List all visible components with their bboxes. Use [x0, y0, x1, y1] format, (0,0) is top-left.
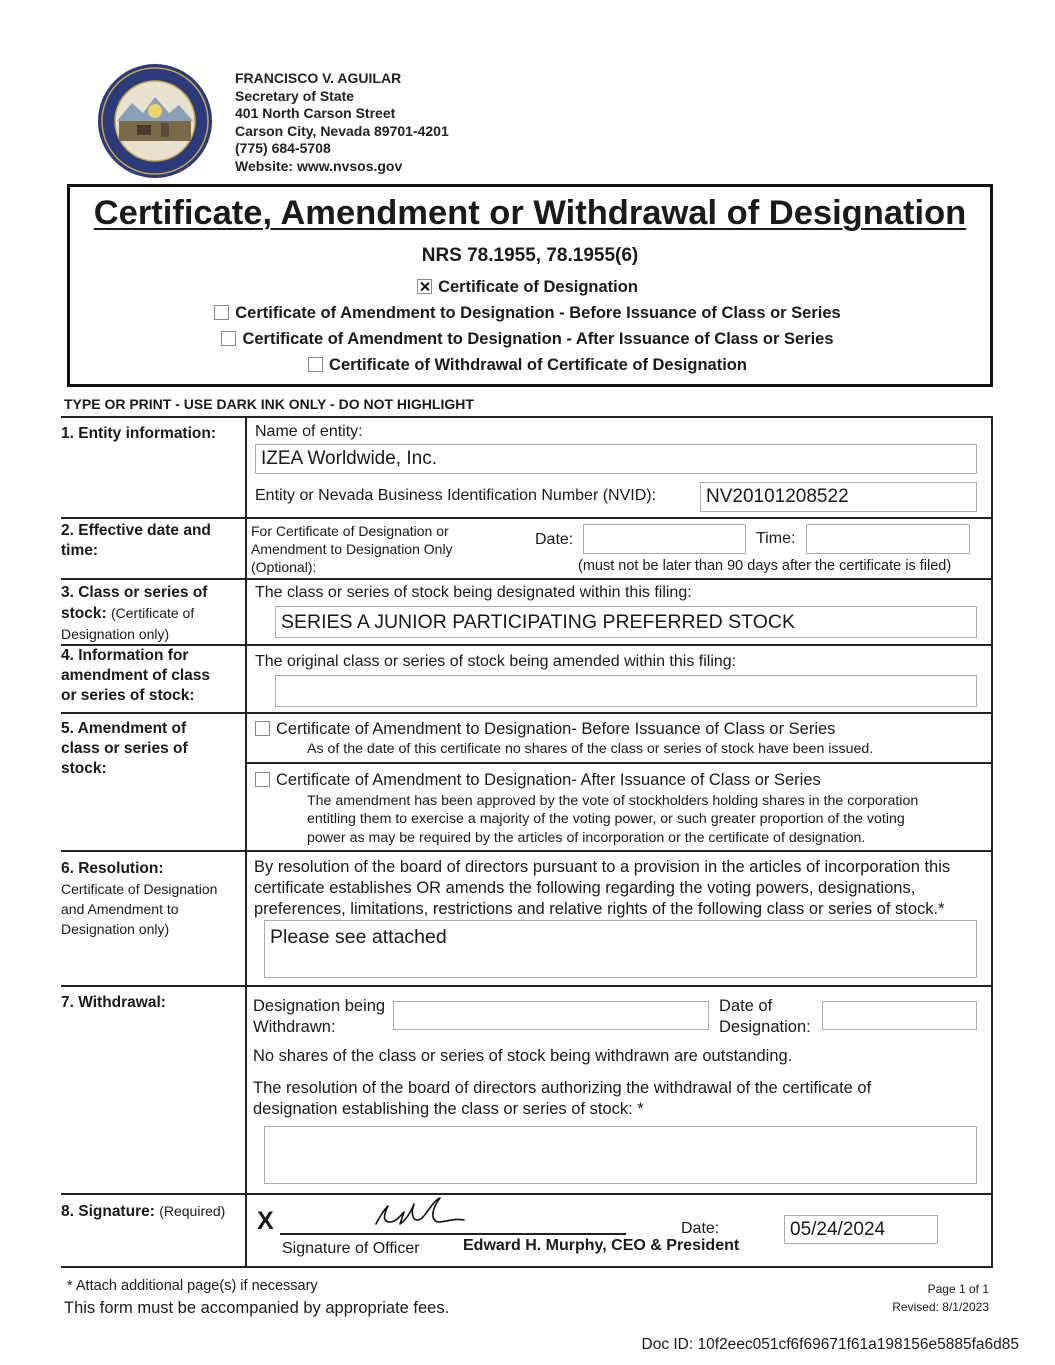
withdrawal-resolution-field[interactable]	[264, 1126, 977, 1184]
designation-date-label: Date of Designation:	[719, 997, 811, 1036]
effective-date-label: Date:	[535, 531, 574, 548]
designation-date-field[interactable]	[822, 1001, 977, 1030]
ink-notice: TYPE OR PRINT - USE DARK INK ONLY - DO NOT HIGHLIGHT	[64, 396, 474, 412]
page-number: Page 1 of 1	[927, 1282, 989, 1296]
checkbox-icon[interactable]	[308, 357, 323, 372]
original-class-prompt: The original class or series of stock being amended within this filing:	[255, 653, 737, 670]
section-3-label: 3. Class or series of stock: (Certificate of Designation only)	[61, 584, 208, 642]
section-4-label: 4. Information for amendment of class or series of stock:	[61, 647, 211, 704]
option-withdrawal[interactable]: Certificate of Withdrawal of Certificate of Designation	[0, 356, 1055, 375]
attach-note: * Attach additional page(s) if necessary	[67, 1278, 318, 1294]
section-7-label: 7. Withdrawal:	[61, 994, 166, 1011]
signature-date-label: Date:	[681, 1220, 720, 1237]
option-amendment-after-issuance[interactable]: Certificate of Amendment to Designation - After Issuance of Class or Series	[0, 330, 1055, 349]
effective-time-label: Time:	[756, 530, 796, 547]
divider	[61, 416, 993, 418]
section-1-label: 1. Entity information:	[61, 425, 216, 442]
section-2-label: 2. Effective date and time:	[61, 522, 211, 559]
right-border	[991, 416, 993, 1268]
phone-number: (775) 684-5708	[235, 140, 331, 157]
website: Website: www.nvsos.gov	[235, 157, 403, 174]
checkbox-icon[interactable]	[255, 772, 270, 787]
page-info	[892, 1280, 989, 1316]
doc-id: Doc ID: 10f2eec051cf6f69671f61a198156e5885fa6d85	[641, 1336, 1019, 1353]
withdrawal-resolution-prompt: The resolution of the board of directors authorizing the withdrawal of the certificate of designation establishing the class or series of stock: *	[253, 1079, 872, 1118]
amendment-before-note: As of the date of this certificate no shares of the class or series of stock have been issued.	[307, 741, 874, 757]
class-series-prompt: The class or series of stock being designated within this filing:	[255, 584, 692, 601]
divider	[61, 712, 993, 714]
signature-x-mark: X	[257, 1207, 274, 1235]
designation-withdrawn-label: Designation being Withdrawn:	[253, 997, 386, 1036]
divider	[61, 1266, 993, 1268]
amendment-after-note: The amendment has been approved by the vote of stockholders holding shares in the corporation entitling them to exercise a majority of the voting power, or such greater proportion of the voting power as may be required by the articles of incorporation or the certificate of designation.	[307, 793, 919, 846]
divider	[61, 517, 993, 519]
checkbox-icon[interactable]	[214, 305, 229, 320]
section-5-label: 5. Amendment of class or series of stock:	[61, 720, 188, 777]
amendment-before-option[interactable]: Certificate of Amendment to Designation- Before Issuance of Class or Series	[255, 720, 835, 739]
checked-checkbox-icon[interactable]	[417, 279, 432, 294]
signature-caption: Signature of Officer	[282, 1240, 420, 1257]
signer-name: Edward H. Murphy, CEO & President	[463, 1237, 740, 1254]
original-class-field[interactable]	[275, 675, 977, 707]
checkbox-icon[interactable]	[221, 331, 236, 346]
effective-date-limit-note: (must not be later than 90 days after the certificate is filed)	[578, 558, 952, 574]
secretary-of-state-block	[235, 70, 449, 176]
column-divider	[245, 416, 247, 1268]
handwritten-signature	[370, 1194, 470, 1234]
effective-date-field[interactable]	[583, 524, 746, 554]
divider	[247, 762, 993, 764]
statute-reference: NRS 78.1955, 78.1955(6)	[421, 245, 639, 266]
no-shares-note: No shares of the class or series of stock being withdrawn are outstanding.	[253, 1047, 793, 1065]
office-holder-name: FRANCISCO V. AGUILAR	[235, 70, 402, 86]
divider	[61, 985, 993, 987]
divider	[61, 1193, 993, 1195]
office-title: Secretary of State	[235, 87, 355, 104]
nvid-label: Entity or Nevada Business Identification Number (NVID):	[255, 487, 657, 504]
effective-time-field[interactable]	[806, 524, 970, 554]
effective-date-note: For Certificate of Designation or Amendment to Designation Only (Optional):	[251, 523, 453, 575]
divider	[61, 850, 993, 852]
form-title: Certificate, Amendment or Withdrawal of Designation	[93, 194, 967, 232]
address-line-2: Carson City, Nevada 89701-4201	[235, 122, 449, 139]
resolution-field[interactable]: Please see attached	[264, 920, 977, 978]
address-line-1: 401 North Carson Street	[235, 105, 396, 122]
class-series-field[interactable]: SERIES A JUNIOR PARTICIPATING PREFERRED STOCK	[275, 606, 977, 638]
section-8-label: 8. Signature: (Required)	[61, 1203, 226, 1220]
nevada-state-seal	[97, 63, 213, 179]
entity-name-field[interactable]: IZEA Worldwide, Inc.	[255, 444, 977, 474]
section-6-label: 6. Resolution: Certificate of Designation and Amendment to Designation only)	[61, 860, 218, 937]
fees-note: This form must be accompanied by appropriate fees.	[64, 1299, 450, 1317]
amendment-after-option[interactable]: Certificate of Amendment to Designation- After Issuance of Class or Series	[255, 771, 821, 790]
signature-date-field[interactable]: 05/24/2024	[784, 1215, 938, 1244]
designation-withdrawn-field[interactable]	[393, 1001, 709, 1030]
revised-date: Revised: 8/1/2023	[892, 1300, 989, 1314]
divider	[61, 578, 993, 580]
option-amendment-before-issuance[interactable]: Certificate of Amendment to Designation - Before Issuance of Class or Series	[0, 304, 1055, 323]
option-certificate-of-designation[interactable]: Certificate of Designation	[0, 278, 1055, 297]
entity-name-label: Name of entity:	[255, 423, 363, 440]
resolution-text: By resolution of the board of directors pursuant to a provision in the articles of incorporation this certificate establishes OR amends the following regarding the voting powers, designations, preferences, limitations, restrictions and relative rights of the following class or series of stock.*	[254, 858, 951, 918]
nvid-field[interactable]: NV20101208522	[700, 482, 977, 512]
checkbox-icon[interactable]	[255, 721, 270, 736]
